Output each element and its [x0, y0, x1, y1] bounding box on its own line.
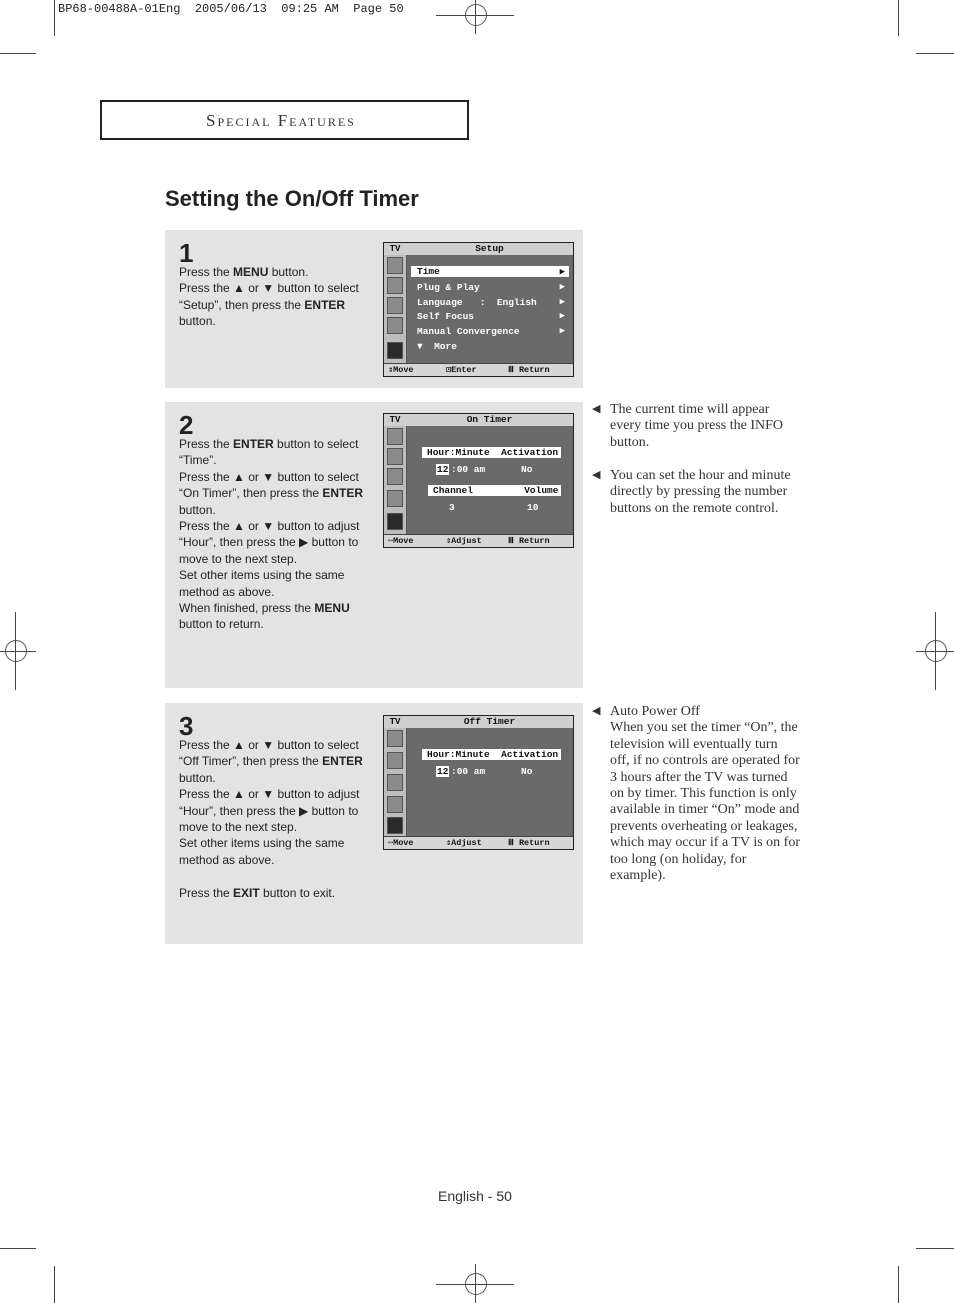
osd-title: Setup [406, 243, 573, 255]
crop-mark [0, 1248, 36, 1249]
osd-setup-menu [383, 242, 574, 377]
antenna-icon [387, 490, 403, 507]
page-title: Setting the On/Off Timer [165, 186, 419, 211]
setup-icon [387, 817, 403, 834]
osd-off-timer [383, 715, 574, 850]
antenna-icon [387, 796, 403, 813]
sound-icon [387, 752, 403, 769]
crop-mark [898, 0, 899, 36]
osd-activation-value: No [521, 464, 533, 475]
osd-tv-label: TV [384, 414, 406, 426]
page-footer: English - 50 [438, 1188, 512, 1204]
osd-volume-value: 10 [527, 502, 539, 513]
crop-mark [935, 612, 936, 690]
step-number: 2 [179, 410, 194, 440]
osd-time-value: :00 am [451, 766, 486, 777]
osd-footer: ⇔Move ⇕Adjust Ⅲ Return [384, 534, 573, 547]
osd-icon-column [384, 243, 407, 364]
crop-mark [898, 1266, 899, 1303]
osd-time-value: :00 am [451, 464, 486, 475]
antenna-icon [387, 317, 403, 334]
note-auto-power-off [610, 704, 800, 884]
osd-item-time[interactable]: Time [411, 266, 569, 277]
crop-mark [15, 612, 16, 690]
osd-item-language[interactable]: Language : English [417, 297, 537, 308]
picture-icon [387, 730, 403, 747]
crop-mark [54, 0, 55, 36]
sound-icon [387, 277, 403, 294]
osd-item-plug-play[interactable]: Plug & Play [417, 282, 480, 293]
osd-footer: ⇔Move ⇕Adjust Ⅲ Return [384, 836, 573, 849]
osd-arrow: ▶ [559, 297, 565, 307]
osd-arrow: ▶ [559, 326, 565, 336]
note-bullet-icon: ◀ [592, 469, 601, 481]
note-bullet-icon: ◀ [592, 403, 601, 415]
osd-icon-column [384, 414, 407, 535]
crop-mark [475, 0, 476, 34]
step-instructions: Press the ▲ or ▼ button to select “Off Timer”, then press the ENTER button. Press the ▲ or ▼ button to adjust “Hour”, then press the ▶ button to move to the next step. Set other items using the same method as above. Press the EXIT button to exit. [179, 738, 363, 900]
step-number: 1 [179, 238, 194, 268]
note-body: When you set the timer “On”, the television will eventually turn off, if no controls are operated for 3 hours after the TV was turned on by timer. This function is only available in timer “On” mode and prevents overheating or leakages, which may occur if a TV is on for too long (on holiday, for example). [610, 720, 800, 884]
osd-hour-field[interactable]: 12 [437, 766, 449, 777]
osd-title: On Timer [406, 414, 573, 426]
osd-hour-field[interactable]: 12 [437, 464, 449, 475]
print-header: BP68-00488A-01Eng 2005/06/13 09:25 AM Page 50 [58, 2, 404, 16]
channel-icon [387, 468, 403, 485]
crop-mark [916, 1248, 954, 1249]
osd-activation-value: No [521, 766, 533, 777]
note-title: Auto Power Off [610, 704, 700, 719]
sound-icon [387, 448, 403, 465]
crop-mark [916, 53, 954, 54]
step-instructions: Press the MENU button. Press the ▲ or ▼ button to select “Setup”, then press the ENTER button. [179, 265, 359, 329]
crop-mark [0, 53, 36, 54]
picture-icon [387, 257, 403, 274]
setup-icon [387, 513, 403, 530]
step-instructions: Press the ENTER button to select “Time”. Press the ▲ or ▼ button to select “On Timer”, then press the ENTER button. Press the ▲ or ▼ button to adjust “Hour”, then press the ▶ button to move to the next step. Set other items using the same method as above. When finished, press the MENU button to return. [179, 437, 364, 632]
osd-icon-column [384, 716, 407, 837]
osd-item-manual-convergence[interactable]: Manual Convergence [417, 326, 520, 337]
crop-mark [54, 1266, 55, 1303]
osd-arrow: ▶ [559, 267, 565, 277]
setup-icon [387, 342, 403, 359]
osd-tv-label: TV [384, 243, 406, 255]
osd-on-timer [383, 413, 574, 548]
channel-icon [387, 774, 403, 791]
crop-mark [0, 651, 36, 652]
note-bullet-icon: ◀ [592, 705, 601, 717]
osd-title: Off Timer [406, 716, 573, 728]
channel-icon [387, 297, 403, 314]
osd-hour-activation-header: Hour:Minute Activation [422, 447, 561, 458]
picture-icon [387, 428, 403, 445]
osd-arrow: ▶ [559, 311, 565, 321]
osd-channel-volume-header: Channel Volume [428, 485, 561, 496]
step-number: 3 [179, 711, 194, 741]
osd-channel-value: 3 [449, 502, 455, 513]
section-title-box [100, 100, 469, 140]
osd-hour-activation-header: Hour:Minute Activation [422, 749, 561, 760]
note-current-time: The current time will appear every time you press the INFO button. [610, 402, 784, 450]
note-set-hour-minute: You can set the hour and minute directly by pressing the number buttons on the remote control. [610, 468, 791, 516]
osd-footer: ⇕Move ⊡Enter Ⅲ Return [384, 363, 573, 376]
osd-item-more[interactable]: ▼ More [417, 341, 457, 352]
osd-item-self-focus[interactable]: Self Focus [417, 311, 475, 322]
osd-tv-label: TV [384, 716, 406, 728]
crop-mark [475, 1264, 476, 1303]
section-title: Special Features [206, 111, 356, 130]
osd-arrow: ▶ [559, 282, 565, 292]
